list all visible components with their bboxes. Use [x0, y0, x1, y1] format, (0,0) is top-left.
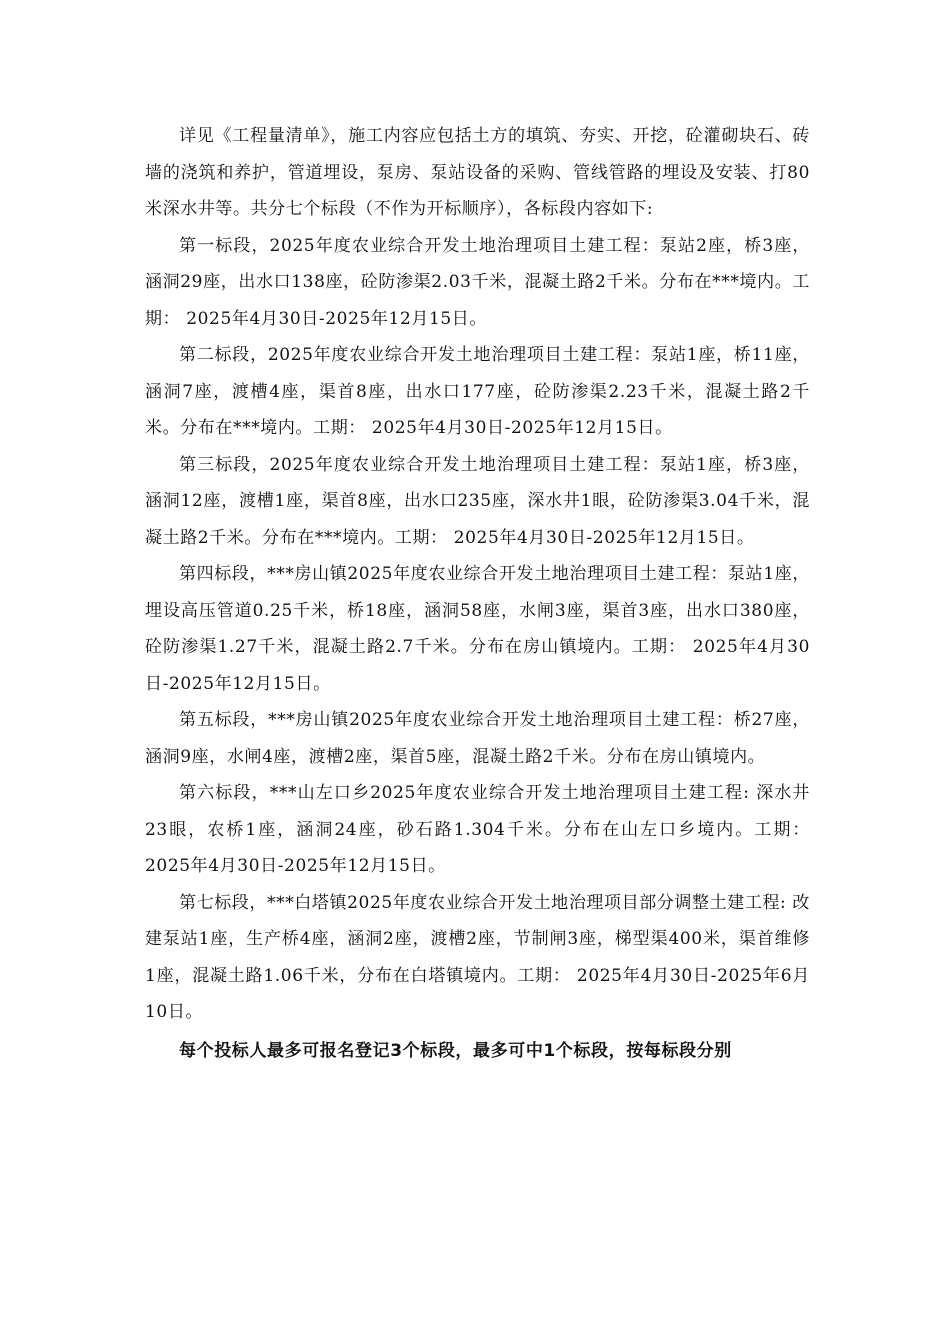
paragraph-section-7: 第七标段，***白塔镇2025年度农业综合开发土地治理项目部分调整土建工程: 改建泵站1座，生产桥4座，涵洞2座，渡槽2座，节制闸3座，梯型渠400米，渠首维修1座，混凝土路1.06千米，分布在白塔镇境内。工期： 2025年4月30日-2025年6月10日。 — [145, 892, 810, 1022]
paragraph-section-4: 第四标段，***房山镇2025年度农业综合开发土地治理项目土建工程：泵站1座，埋设高压管道0.25千米，桥18座，涵洞58座，水闸3座，渠首3座，出水口380座，砼防渗渠1.27千米，混凝土路2.7千米。分布在房山镇境内。工期： 2025年4月30日-2025年12月15日。 — [145, 564, 810, 694]
paragraph-section-6: 第六标段，***山左口乡2025年度农业综合开发土地治理项目土建工程: 深水井23眼，农桥1座，涵洞24座，砂石路1.304千米。分布在山左口乡境内。工期： 2025年4月30日-2025年12月15日。 — [145, 783, 810, 876]
document-body — [145, 118, 810, 1069]
paragraph-bidder-limit: 每个投标人最多可报名登记3个标段，最多可中1个标段，按每标段分别 — [179, 1040, 732, 1061]
paragraph-scope-intro: 详见《工程量清单》，施工内容应包括土方的填筑、夯实、开挖，砼灌砌块石、砖墙的浇筑和养护，管道埋设，泵房、泵站设备的采购、管线管路的埋设及安装、打80米深水井等。共分七个标段（不作为开标顺序），各标段内容如下: — [145, 126, 810, 219]
paragraph-section-3: 第三标段，2025年度农业综合开发土地治理项目土建工程：泵站1座，桥3座，涵洞12座，渡槽1座，渠首8座，出水口235座，深水井1眼，砼防渗渠3.04千米，混凝土路2千米。分布在***境内。工期： 2025年4月30日-2025年12月15日。 — [145, 454, 810, 548]
paragraph-section-2: 第二标段，2025年度农业综合开发土地治理项目土建工程：泵站1座，桥11座，涵洞7座，渡槽4座，渠首8座，出水口177座，砼防渗渠2.23千米，混凝土路2千米。分布在***境内。工期： 2025年4月30日-2025年12月15日。 — [145, 345, 810, 438]
paragraph-section-1: 第一标段，2025年度农业综合开发土地治理项目土建工程：泵站2座，桥3座，涵洞29座，出水口138座，砼防渗渠2.03千米，混凝土路2千米。分布在***境内。工期： 2025年4月30日-2025年12月15日。 — [145, 235, 810, 329]
paragraph-section-5: 第五标段，***房山镇2025年度农业综合开发土地治理项目土建工程：桥27座，涵洞9座，水闸4座，渡槽2座，渠首5座，混凝土路2千米。分布在房山镇境内。 — [145, 710, 810, 767]
